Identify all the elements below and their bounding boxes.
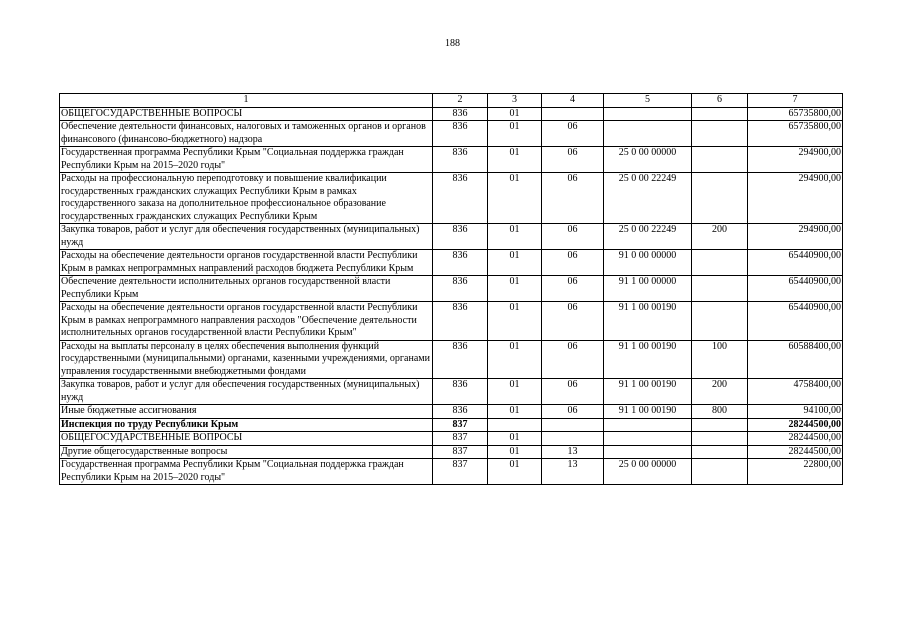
section-code: 01 xyxy=(488,459,542,485)
section-code: 01 xyxy=(488,379,542,405)
target-article-code: 91 0 00 00000 xyxy=(604,250,692,276)
amount: 65440900,00 xyxy=(748,250,843,276)
department-code: 837 xyxy=(433,459,488,485)
section-code: 01 xyxy=(488,432,542,446)
target-article-code: 91 1 00 00190 xyxy=(604,379,692,405)
expense-type-code: 800 xyxy=(692,405,748,419)
expense-type-code: 200 xyxy=(692,379,748,405)
expense-type-code xyxy=(692,107,748,121)
amount: 94100,00 xyxy=(748,405,843,419)
target-article-code xyxy=(604,107,692,121)
subsection-code: 06 xyxy=(542,276,604,302)
budget-table xyxy=(59,93,843,485)
department-code: 836 xyxy=(433,250,488,276)
amount: 28244500,00 xyxy=(748,418,843,432)
expense-type-code xyxy=(692,459,748,485)
table-row xyxy=(60,121,843,147)
table-row xyxy=(60,107,843,121)
target-article-code: 25 0 00 00000 xyxy=(604,459,692,485)
expense-type-code xyxy=(692,173,748,224)
department-code: 837 xyxy=(433,445,488,459)
column-number: 2 xyxy=(433,94,488,108)
section-code: 01 xyxy=(488,224,542,250)
row-name: Закупка товаров, работ и услуг для обеспечения государственных (муниципальных) нужд xyxy=(60,379,433,405)
amount: 65735800,00 xyxy=(748,107,843,121)
row-name: Обеспечение деятельности исполнительных органов государственной власти Республики Крым xyxy=(60,276,433,302)
amount: 28244500,00 xyxy=(748,432,843,446)
department-code: 836 xyxy=(433,379,488,405)
expense-type-code xyxy=(692,276,748,302)
subsection-code xyxy=(542,418,604,432)
row-name: Государственная программа Республики Крым "Социальная поддержка граждан Республики Крым на 2015–2020 годы" xyxy=(60,459,433,485)
table-row xyxy=(60,224,843,250)
section-code: 01 xyxy=(488,340,542,379)
target-article-code xyxy=(604,445,692,459)
table-row xyxy=(60,276,843,302)
row-name: Государственная программа Республики Крым "Социальная поддержка граждан Республики Крым на 2015–2020 годы" xyxy=(60,147,433,173)
table-row xyxy=(60,418,843,432)
table-row xyxy=(60,147,843,173)
amount: 294900,00 xyxy=(748,224,843,250)
amount: 65440900,00 xyxy=(748,276,843,302)
department-code: 836 xyxy=(433,224,488,250)
section-code: 01 xyxy=(488,250,542,276)
column-number: 3 xyxy=(488,94,542,108)
row-name: ОБЩЕГОСУДАРСТВЕННЫЕ ВОПРОСЫ xyxy=(60,432,433,446)
row-name: Расходы на обеспечение деятельности органов государственной власти Республики Крым в рамках непрограммного направления расходов "Обеспечение деятельности исполнительных органов государственной власти Республики Крым" xyxy=(60,302,433,341)
subsection-code xyxy=(542,107,604,121)
table-row xyxy=(60,173,843,224)
target-article-code xyxy=(604,432,692,446)
column-number: 4 xyxy=(542,94,604,108)
section-code xyxy=(488,418,542,432)
expense-type-code xyxy=(692,302,748,341)
section-code: 01 xyxy=(488,302,542,341)
table-row xyxy=(60,302,843,341)
department-code: 836 xyxy=(433,173,488,224)
target-article-code: 91 1 00 00190 xyxy=(604,302,692,341)
department-code: 837 xyxy=(433,432,488,446)
department-code: 837 xyxy=(433,418,488,432)
section-code: 01 xyxy=(488,173,542,224)
table-row xyxy=(60,432,843,446)
row-name: Обеспечение деятельности финансовых, налоговых и таможенных органов и органов финансового (финансово-бюджетного) надзора xyxy=(60,121,433,147)
page-number: 188 xyxy=(445,38,460,49)
column-number-row xyxy=(60,94,843,108)
target-article-code: 25 0 00 22249 xyxy=(604,224,692,250)
department-code: 836 xyxy=(433,121,488,147)
subsection-code: 06 xyxy=(542,405,604,419)
target-article-code: 91 1 00 00190 xyxy=(604,405,692,419)
target-article-code: 25 0 00 22249 xyxy=(604,173,692,224)
amount: 294900,00 xyxy=(748,173,843,224)
amount: 22800,00 xyxy=(748,459,843,485)
department-code: 836 xyxy=(433,405,488,419)
department-code: 836 xyxy=(433,276,488,302)
row-name: Закупка товаров, работ и услуг для обеспечения государственных (муниципальных) нужд xyxy=(60,224,433,250)
amount: 4758400,00 xyxy=(748,379,843,405)
row-name: Инспекция по труду Республики Крым xyxy=(60,418,433,432)
expense-type-code: 100 xyxy=(692,340,748,379)
amount: 65735800,00 xyxy=(748,121,843,147)
table-row xyxy=(60,445,843,459)
table-row xyxy=(60,250,843,276)
expense-type-code xyxy=(692,445,748,459)
table-row xyxy=(60,405,843,419)
subsection-code: 13 xyxy=(542,445,604,459)
subsection-code: 06 xyxy=(542,340,604,379)
amount: 60588400,00 xyxy=(748,340,843,379)
table-row xyxy=(60,379,843,405)
section-code: 01 xyxy=(488,445,542,459)
subsection-code xyxy=(542,432,604,446)
row-name: Другие общегосударственные вопросы xyxy=(60,445,433,459)
section-code: 01 xyxy=(488,107,542,121)
subsection-code: 06 xyxy=(542,224,604,250)
column-number: 5 xyxy=(604,94,692,108)
target-article-code xyxy=(604,418,692,432)
subsection-code: 06 xyxy=(542,121,604,147)
subsection-code: 13 xyxy=(542,459,604,485)
subsection-code: 06 xyxy=(542,250,604,276)
target-article-code: 25 0 00 00000 xyxy=(604,147,692,173)
expense-type-code xyxy=(692,418,748,432)
expense-type-code: 200 xyxy=(692,224,748,250)
amount: 65440900,00 xyxy=(748,302,843,341)
row-name: Иные бюджетные ассигнования xyxy=(60,405,433,419)
subsection-code: 06 xyxy=(542,379,604,405)
section-code: 01 xyxy=(488,405,542,419)
expense-type-code xyxy=(692,250,748,276)
department-code: 836 xyxy=(433,340,488,379)
table-row xyxy=(60,459,843,485)
subsection-code: 06 xyxy=(542,147,604,173)
section-code: 01 xyxy=(488,147,542,173)
target-article-code: 91 1 00 00190 xyxy=(604,340,692,379)
target-article-code xyxy=(604,121,692,147)
expense-type-code xyxy=(692,432,748,446)
section-code: 01 xyxy=(488,121,542,147)
row-name: Расходы на выплаты персоналу в целях обеспечения выполнения функций государственными (муниципальными) органами, казенными учреждениями, органами управления государственными внебюджетными фондами xyxy=(60,340,433,379)
section-code: 01 xyxy=(488,276,542,302)
subsection-code: 06 xyxy=(542,173,604,224)
subsection-code: 06 xyxy=(542,302,604,341)
target-article-code: 91 1 00 00000 xyxy=(604,276,692,302)
table-row xyxy=(60,340,843,379)
department-code: 836 xyxy=(433,107,488,121)
column-number: 7 xyxy=(748,94,843,108)
column-number: 6 xyxy=(692,94,748,108)
amount: 294900,00 xyxy=(748,147,843,173)
expense-type-code xyxy=(692,121,748,147)
column-number: 1 xyxy=(60,94,433,108)
department-code: 836 xyxy=(433,147,488,173)
expense-type-code xyxy=(692,147,748,173)
row-name: Расходы на обеспечение деятельности органов государственной власти Республики Крым в рамках непрограммных направлений расходов бюджета Республики Крым xyxy=(60,250,433,276)
row-name: ОБЩЕГОСУДАРСТВЕННЫЕ ВОПРОСЫ xyxy=(60,107,433,121)
amount: 28244500,00 xyxy=(748,445,843,459)
department-code: 836 xyxy=(433,302,488,341)
row-name: Расходы на профессиональную переподготовку и повышение квалификации государственных гражданских служащих Республики Крым в рамках государственного заказа на дополнительное профессиональное образование государственных гражданских служащих Республики Крым xyxy=(60,173,433,224)
